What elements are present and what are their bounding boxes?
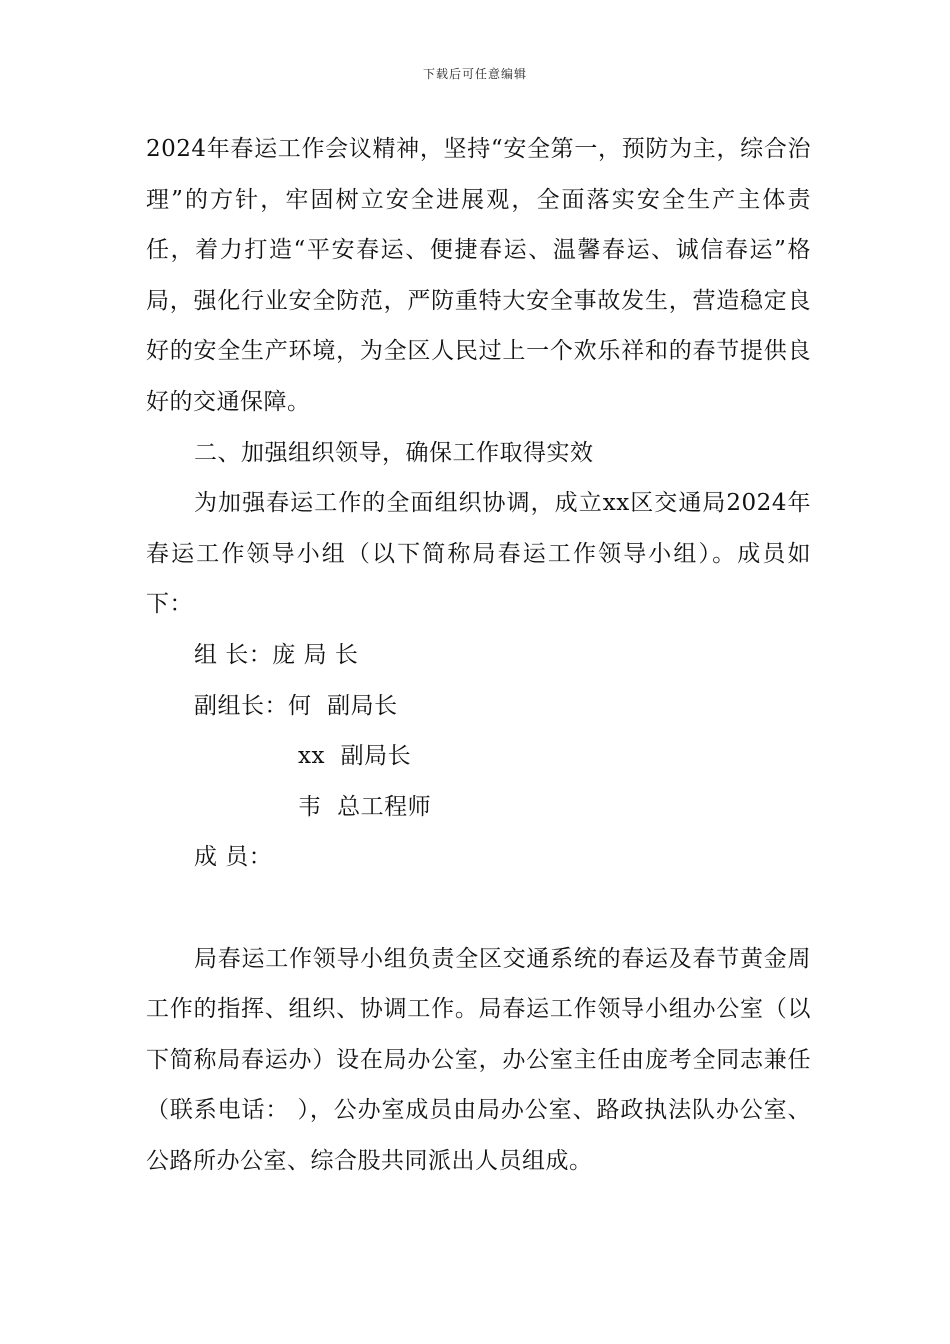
section-heading-2: 二、加强组织领导，确保工作取得实效 (194, 439, 594, 466)
document-body (146, 124, 811, 1186)
deputy-leader-line: 副组长：何 副局长 (194, 692, 398, 719)
members-line: 成 员： (194, 844, 273, 871)
leader-line: 组 长：庞 局 长 (194, 641, 359, 668)
paragraph-group-establishment: 为加强春运工作的全面组织协调，成立xx区交通局2024年春运工作领导小组（以下简称局春运工作领导小组）。成员如下： (146, 490, 811, 618)
blank-spacer (146, 883, 811, 934)
page-header: 下载后可任意编辑 (422, 67, 527, 81)
deputy-leader-line-3: 韦 总工程师 (298, 793, 432, 820)
paragraph-office-duties: 局春运工作领导小组负责全区交通系统的春运及春节黄金周工作的指挥、组织、协调工作。局春运工作领导小组办公室（以下简称局春运办）设在局办公室，办公室主任由庞考全同志兼任（联系电话： ），公办室成员由局办公室、路政执法队办公室、公路所办公室、综合股共同派出人员组成。 (146, 945, 811, 1174)
deputy-leader-line-2: xx 副局长 (298, 743, 412, 770)
paragraph-policy: 2024年春运工作会议精神，坚持“安全第一，预防为主，综合治理”的方针，牢固树立安全进展观，全面落实安全生产主体责任，着力打造“平安春运、便捷春运、温馨春运、诚信春运”格局，强化行业安全防范，严防重特大安全事故发生，营造稳定良好的安全生产环境，为全区人民过上一个欢乐祥和的春节提供良好的交通保障。 (146, 136, 811, 415)
